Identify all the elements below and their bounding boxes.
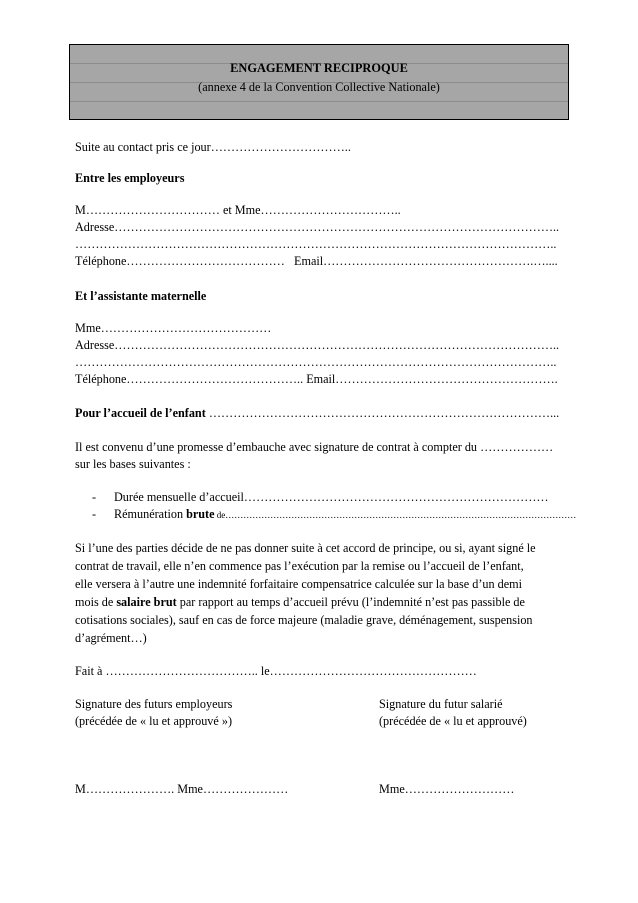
bullet-item-duration — [92, 490, 549, 505]
assistant-name-line: Mme…………………………………… — [75, 321, 272, 335]
assistant-address-line-1: Adresse……………………………………………………………………………………………….. — [75, 338, 560, 352]
agreement-line-2: sur les bases suivantes : — [75, 457, 191, 471]
clause-line-2: contrat de travail, elle n’en commence pas l’exécution par la remise ou l’accueil de l’enfant, — [75, 559, 524, 573]
child-dots: …………………………………………………………………………... — [205, 406, 560, 420]
clause-line-4-suffix: par rapport au temps d’accueil prévu (l’indemnité n’est pas passible de — [176, 595, 525, 609]
employers-address-line-1: Adresse……………………………………………………………………………………………….. — [75, 220, 560, 234]
salary-dots: de……………………………………………………………………………………………………… — [214, 510, 577, 520]
employers-signature-names: M…………………. Mme………………… — [75, 782, 289, 796]
title-box — [69, 44, 569, 120]
clause-line-4-prefix: mois de — [75, 595, 117, 609]
assistant-email: Email………………………………………………. — [306, 372, 558, 386]
child-heading: Pour l’accueil de l’enfant — [75, 406, 206, 420]
bullet-dash: - — [92, 507, 97, 521]
assistant-phone: Téléphone…………………………………….. — [75, 372, 304, 386]
employers-names-line: M…………………………… et Mme…………………………….. — [75, 203, 401, 217]
place-date-line: Fait à ……………………………….. le…………………………………………… — [75, 664, 477, 678]
employers-address-line-2: ……………………………………………………………………………………………………….. — [75, 237, 557, 251]
bullet-dash: - — [92, 490, 97, 504]
employers-heading: Entre les employeurs — [75, 171, 185, 185]
assistant-contact-line — [75, 372, 558, 387]
employers-signature-title: Signature des futurs employeurs — [75, 697, 233, 711]
clause-line-4-bold: salaire brut — [116, 595, 177, 609]
clause-line-5: cotisations sociales), sauf en cas de force majeure (maladie grave, déménagement, suspension — [75, 613, 533, 627]
employers-phone: Téléphone………………………………… — [75, 254, 285, 268]
salary-bold: brute — [186, 507, 215, 521]
employee-signature-note: (précédée de « lu et approuvé) — [379, 714, 527, 728]
clause-line-1: Si l’une des parties décide de ne pas donner suite à cet accord de principe, ou si, ayant signé le — [75, 541, 536, 555]
assistant-heading: Et l’assistante maternelle — [75, 289, 207, 303]
duration-text: Durée mensuelle d’accueil………………………………………………………………… — [114, 490, 549, 504]
assistant-address-line-2: ……………………………………………………………………………………………………….. — [75, 355, 557, 369]
bullet-item-salary — [92, 507, 576, 523]
agreement-line-1: Il est convenu d’une promesse d’embauche avec signature de contrat à compter du ……………… — [75, 440, 554, 454]
clause-line-6: d’agrément…) — [75, 631, 147, 645]
clause-line-3: elle versera à l’autre une indemnité forfaitaire compensatrice calculée sur la base d’un demi — [75, 577, 522, 591]
child-line — [75, 406, 559, 421]
employee-signature-name: Mme……………………… — [379, 782, 515, 796]
box-divider — [70, 101, 568, 102]
intro-line: Suite au contact pris ce jour…………………………….. — [75, 140, 351, 154]
document-subtitle: (annexe 4 de la Convention Collective Nationale) — [198, 80, 440, 94]
salary-prefix: Rémunération — [114, 507, 187, 521]
document-title: ENGAGEMENT RECIPROQUE — [230, 61, 408, 75]
employers-email: Email…………………………………………….….... — [294, 254, 558, 268]
employee-signature-title: Signature du futur salarié — [379, 697, 503, 711]
employers-contact-line — [75, 254, 558, 269]
employers-signature-note: (précédée de « lu et approuvé ») — [75, 714, 233, 728]
clause-line-4 — [75, 595, 525, 610]
